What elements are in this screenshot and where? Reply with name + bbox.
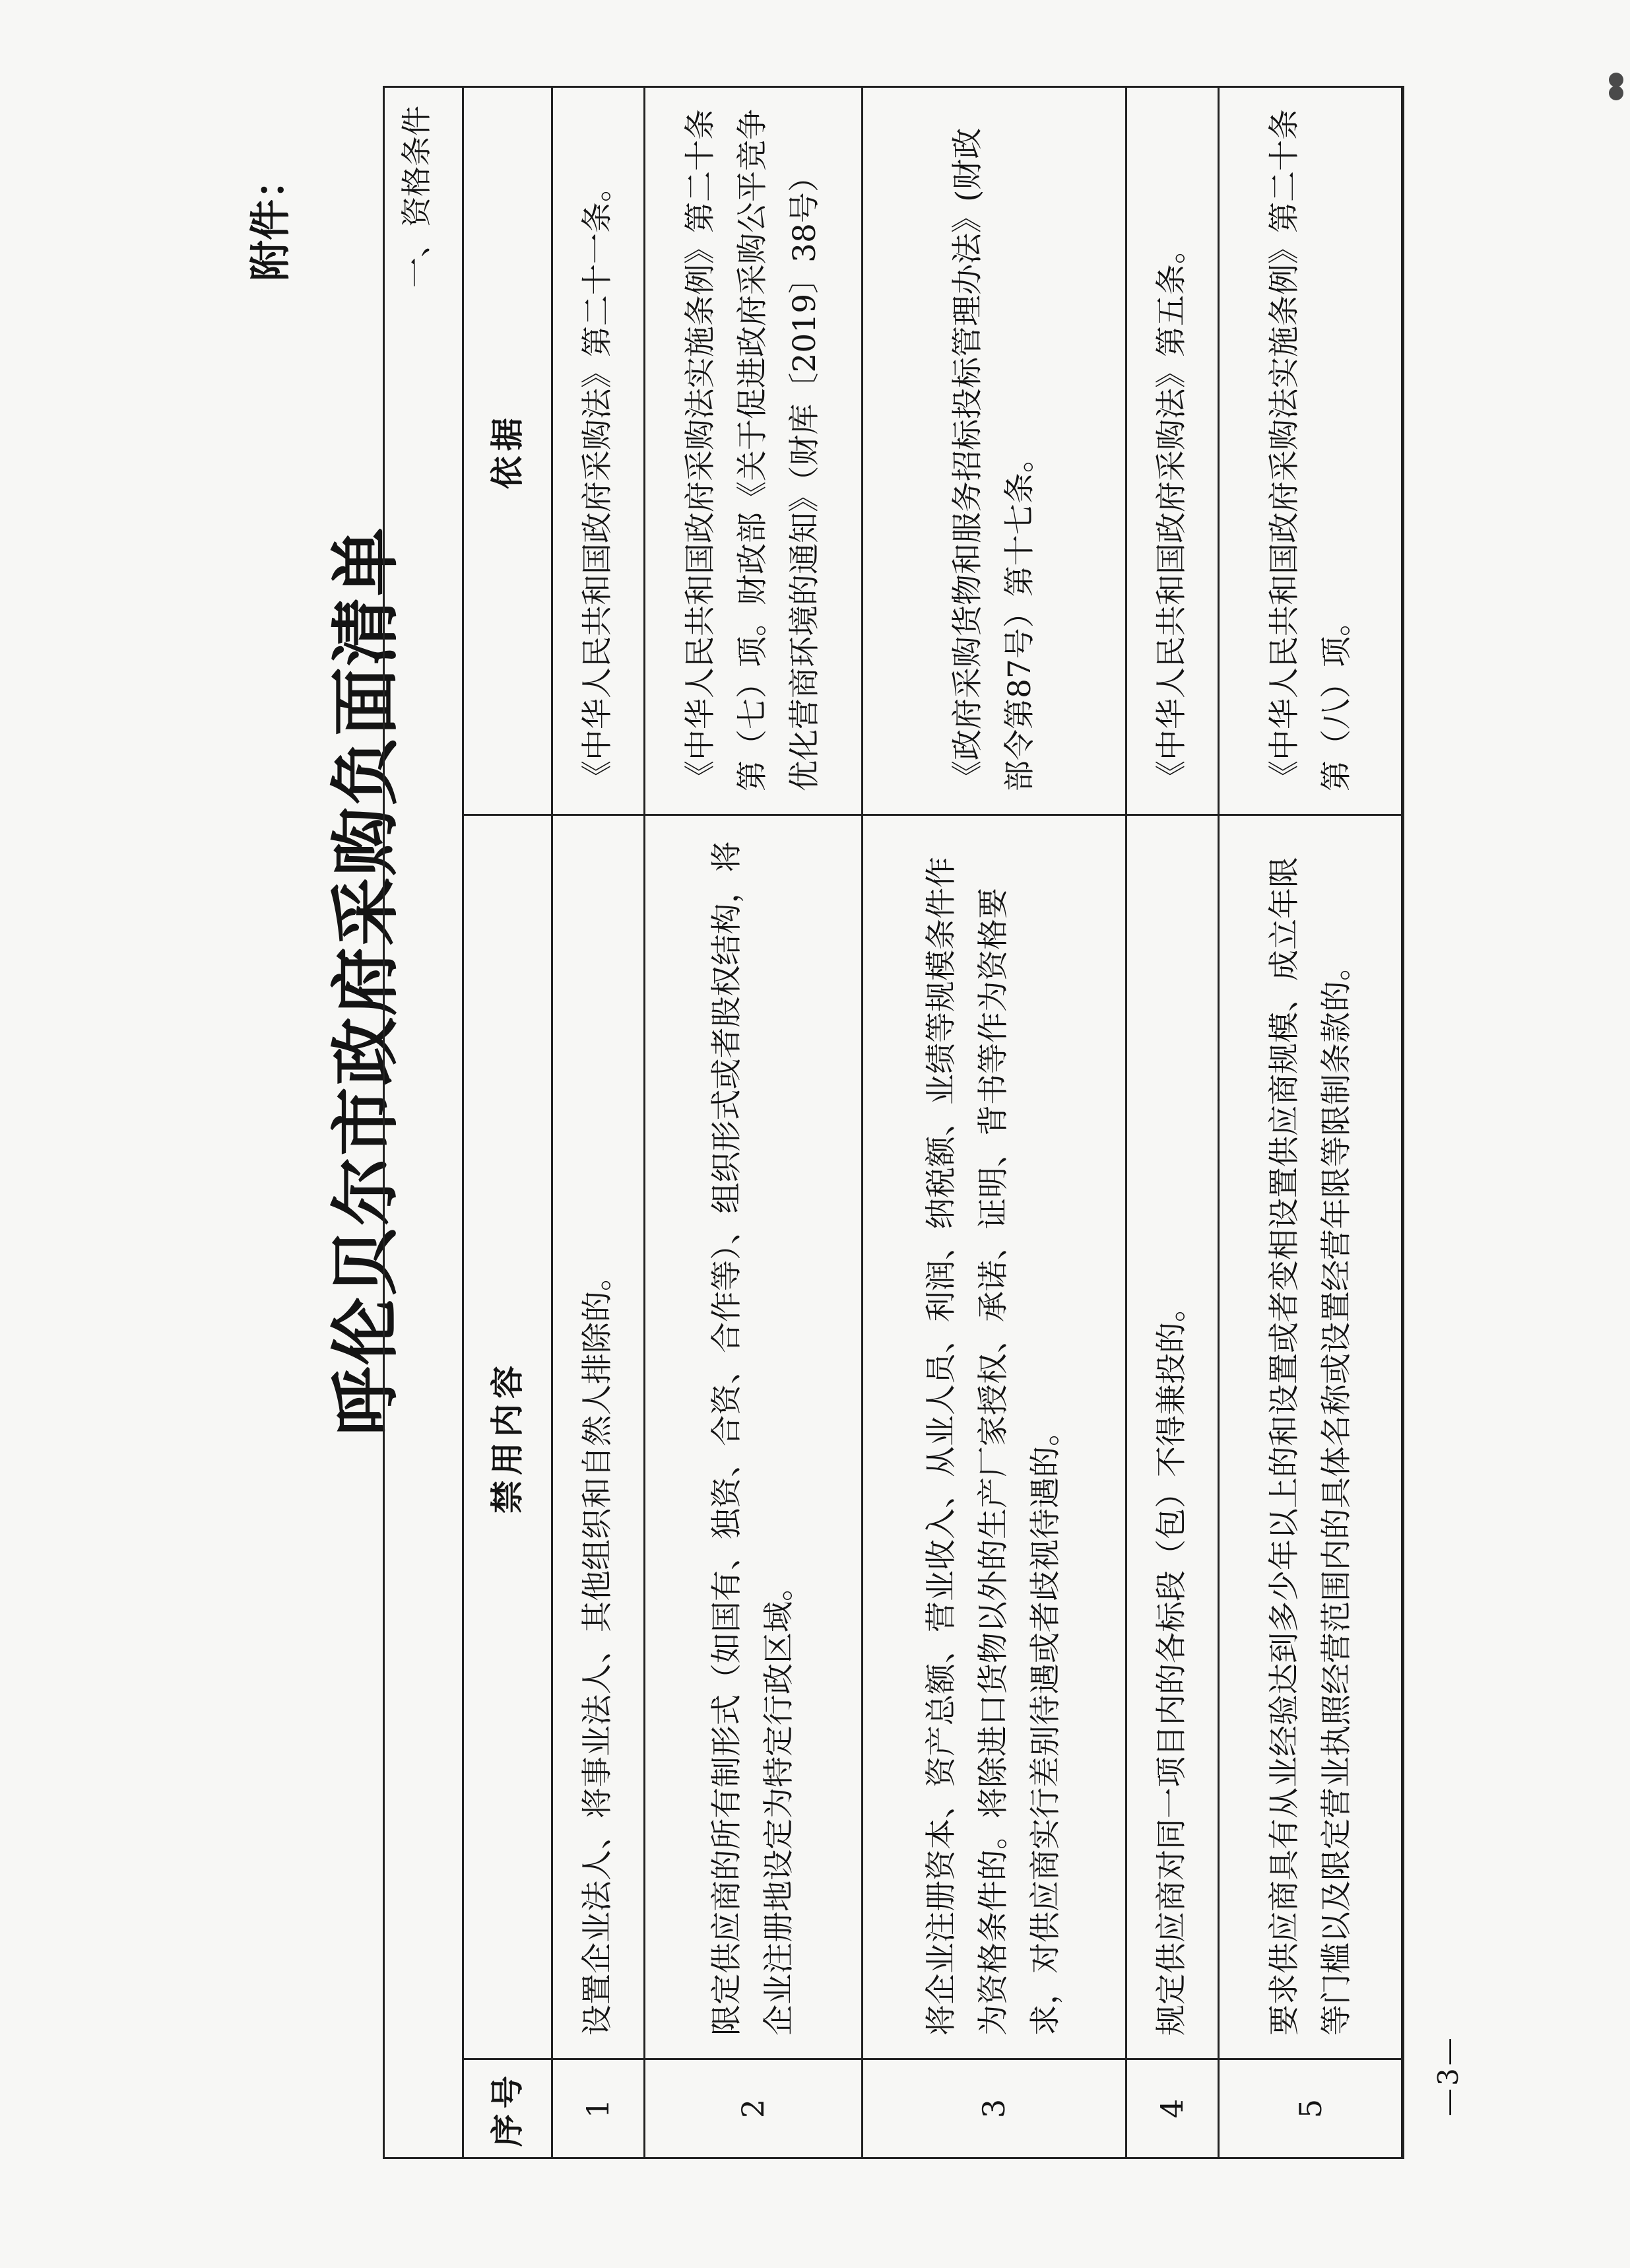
table-header-row	[463, 87, 552, 2158]
attachment-label: 附件：	[246, 158, 294, 281]
row-basis: 《中华人民共和国政府采购法》第五条。	[1126, 87, 1219, 815]
row-seq: 5	[1219, 2059, 1404, 2158]
row-basis: 《中华人民共和国政府采购法实施条例》第二十条第（八）项。	[1219, 87, 1404, 815]
page-number: —3—	[1432, 2035, 1464, 2116]
table-row	[1126, 87, 1219, 2158]
negative-list-table	[462, 86, 1404, 2159]
section-heading: 一、资格条件	[399, 106, 434, 288]
table-row	[1219, 87, 1404, 2158]
row-content: 将企业注册资本、资产总额、营业收入、从业人员、利润、纳税额、业绩等规模条件作为资格条件的。将除进口货物以外的生产厂家授权、承诺、证明、背书等作为资格要求，对供应商实行差别待遇或者歧视待遇的。	[863, 815, 1126, 2059]
table-row	[645, 87, 863, 2158]
table-row	[863, 87, 1126, 2158]
row-seq: 1	[552, 2059, 645, 2158]
document-title: 呼伦贝尔市政府采购负面清单	[325, 526, 406, 1436]
header-content: 禁用内容	[463, 815, 552, 2059]
row-content: 设置企业法人、将事业法人、其他组织和自然人排除的。	[552, 815, 645, 2059]
row-content: 限定供应商的所有制形式（如国有、独资、合资、合作等）、组织形式或者股权结构，将企业注册地设定为特定行政区域。	[645, 815, 863, 2059]
row-basis: 《中华人民共和国政府采购法》第二十一条。	[552, 87, 645, 815]
row-basis: 《中华人民共和国政府采购法实施条例》第二十条第（七）项。财政部《关于促进政府采购公平竞争优化营商环境的通知》（财库〔2019〕38号）	[645, 87, 863, 815]
row-seq: 4	[1126, 2059, 1219, 2158]
row-seq: 3	[863, 2059, 1126, 2158]
header-basis: 依据	[463, 87, 552, 815]
row-basis: 《政府采购货物和服务招标投标管理办法》(财政部令第87号）第十七条。	[863, 87, 1126, 815]
row-content: 规定供应商对同一项目内的各标段（包）不得兼投的。	[1126, 815, 1219, 2059]
header-seq: 序号	[463, 2059, 552, 2158]
row-content: 要求供应商具有从业经验达到多少年以上的和设置或者变相设置供应商规模、成立年限等门槛以及限定营业执照经营范围内的具体名称或设置经营年限等限制条款的。	[1219, 815, 1404, 2059]
row-seq: 2	[645, 2059, 863, 2158]
table-row	[552, 87, 645, 2158]
